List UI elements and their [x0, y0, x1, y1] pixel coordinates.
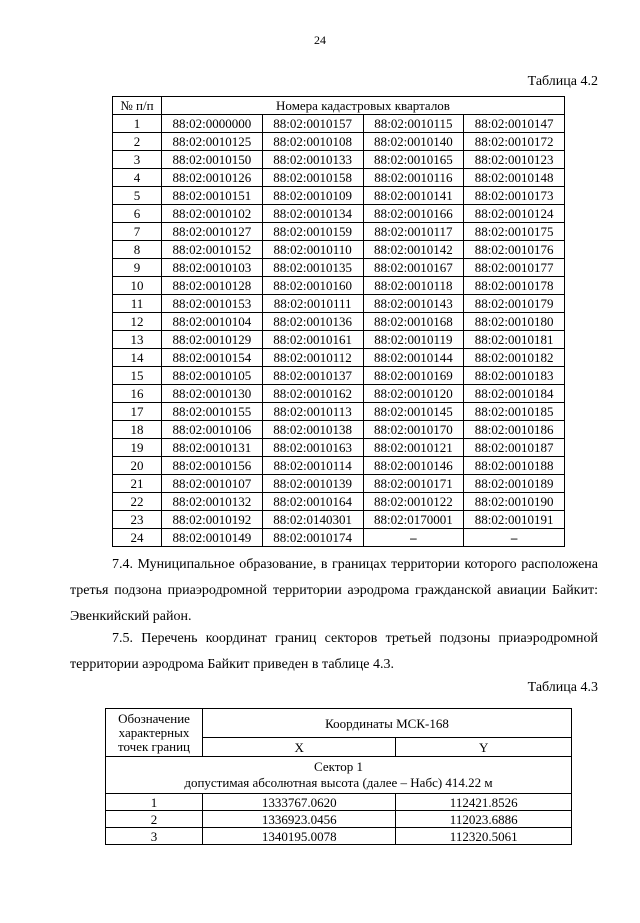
cadastral-number-cell: 88:02:0010162	[262, 385, 363, 403]
cadastral-number-cell: 88:02:0010103	[162, 259, 263, 277]
coord-y: 112023.6886	[396, 811, 572, 828]
table-row	[113, 349, 565, 367]
cadastral-number-cell: 88:02:0010165	[363, 151, 464, 169]
row-number: 16	[113, 385, 162, 403]
row-number: 1	[113, 115, 162, 133]
cadastral-number-cell: 88:02:0010186	[464, 421, 565, 439]
cadastral-number-cell: 88:02:0010130	[162, 385, 263, 403]
row-number: 19	[113, 439, 162, 457]
table-caption-4-3: Таблица 4.3	[527, 680, 598, 695]
cadastral-number-cell: –	[464, 529, 565, 547]
row-number: 20	[113, 457, 162, 475]
cadastral-number-cell: 88:02:0010143	[363, 295, 464, 313]
row-number: 13	[113, 331, 162, 349]
cadastral-number-cell: 88:02:0010104	[162, 313, 263, 331]
cadastral-number-cell: 88:02:0010156	[162, 457, 263, 475]
row-number: 15	[113, 367, 162, 385]
cadastral-number-cell: 88:02:0010117	[363, 223, 464, 241]
cadastral-number-cell: 88:02:0010171	[363, 475, 464, 493]
row-number: 8	[113, 241, 162, 259]
table-row	[113, 205, 565, 223]
row-number: 17	[113, 403, 162, 421]
cadastral-number-cell: 88:02:0010182	[464, 349, 565, 367]
table-row	[113, 295, 565, 313]
coord-x: 1336923.0456	[203, 811, 396, 828]
coordinates-table	[105, 708, 572, 845]
cadastral-number-cell: 88:02:0010121	[363, 439, 464, 457]
row-number: 9	[113, 259, 162, 277]
table-row	[113, 241, 565, 259]
cadastral-number-cell: 88:02:0010158	[262, 169, 363, 187]
cadastral-number-cell: 88:02:0010111	[262, 295, 363, 313]
cadastral-number-cell: 88:02:0010187	[464, 439, 565, 457]
header-boundary-points: Обозначение характерных точек границ	[106, 709, 203, 757]
table-row	[113, 151, 565, 169]
cadastral-number-cell: 88:02:0010113	[262, 403, 363, 421]
cadastral-number-cell: 88:02:0010184	[464, 385, 565, 403]
row-number: 11	[113, 295, 162, 313]
row-number: 7	[113, 223, 162, 241]
cadastral-number-cell: 88:02:0010190	[464, 493, 565, 511]
cadastral-number-cell: 88:02:0000000	[162, 115, 263, 133]
point-number: 3	[106, 828, 203, 845]
cadastral-number-cell: 88:02:0010139	[262, 475, 363, 493]
table-row	[113, 169, 565, 187]
cadastral-number-cell: 88:02:0010178	[464, 277, 565, 295]
sector-title: Сектор 1	[313, 759, 363, 774]
cadastral-number-cell: 88:02:0010136	[262, 313, 363, 331]
cadastral-number-cell: 88:02:0010112	[262, 349, 363, 367]
header-x: X	[203, 738, 396, 757]
cadastral-number-cell: 88:02:0010149	[162, 529, 263, 547]
sector-title-cell	[106, 757, 572, 794]
cadastral-number-cell: 88:02:0010138	[262, 421, 363, 439]
cadastral-number-cell: 88:02:0010152	[162, 241, 263, 259]
row-number: 24	[113, 529, 162, 547]
cadastral-number-cell: 88:02:0010169	[363, 367, 464, 385]
cadastral-number-cell: 88:02:0010172	[464, 133, 565, 151]
coord-x: 1340195.0078	[203, 828, 396, 845]
cadastral-number-cell: 88:02:0010147	[464, 115, 565, 133]
table-row	[113, 439, 565, 457]
cadastral-number-cell: 88:02:0010188	[464, 457, 565, 475]
coordinates-table-body	[106, 794, 572, 845]
row-number: 3	[113, 151, 162, 169]
row-number: 23	[113, 511, 162, 529]
cadastral-number-cell: 88:02:0010174	[262, 529, 363, 547]
row-number: 4	[113, 169, 162, 187]
cadastral-number-cell: 88:02:0010133	[262, 151, 363, 169]
paragraph-7-4: 7.4. Муниципальное образование, в границах территории которого расположена третья подзона приаэродромной территории аэродрома гражданской авиации Байкит: Эвенкийский район.	[70, 557, 598, 624]
cadastral-number-cell: 88:02:0010146	[363, 457, 464, 475]
cadastral-number-cell: 88:02:0010192	[162, 511, 263, 529]
table-header-row	[113, 97, 565, 115]
cadastral-number-cell: 88:02:0010176	[464, 241, 565, 259]
cadastral-number-cell: 88:02:0010106	[162, 421, 263, 439]
cadastral-number-cell: 88:02:0010170	[363, 421, 464, 439]
cadastral-number-cell: 88:02:0010118	[363, 277, 464, 295]
cadastral-number-cell: 88:02:0010144	[363, 349, 464, 367]
cadastral-number-cell: 88:02:0010191	[464, 511, 565, 529]
row-number: 12	[113, 313, 162, 331]
cadastral-number-cell: 88:02:0010126	[162, 169, 263, 187]
cadastral-number-cell: 88:02:0010179	[464, 295, 565, 313]
cadastral-number-cell: 88:02:0010180	[464, 313, 565, 331]
cadastral-number-cell: 88:02:0010159	[262, 223, 363, 241]
table-row	[106, 794, 572, 811]
cadastral-number-cell: 88:02:0010168	[363, 313, 464, 331]
cadastral-number-cell: 88:02:0010125	[162, 133, 263, 151]
cadastral-number-cell: 88:02:0010163	[262, 439, 363, 457]
cadastral-number-cell: 88:02:0010129	[162, 331, 263, 349]
cadastral-number-cell: 88:02:0010161	[262, 331, 363, 349]
sector-subtitle: допустимая абсолютная высота (далее – Набс) 414.22 м	[184, 775, 493, 790]
table-row	[113, 493, 565, 511]
cadastral-number-cell: 88:02:0010115	[363, 115, 464, 133]
table-row	[113, 259, 565, 277]
header-number: № п/п	[113, 97, 162, 115]
cadastral-number-cell: 88:02:0170001	[363, 511, 464, 529]
cadastral-number-cell: 88:02:0010173	[464, 187, 565, 205]
row-number: 22	[113, 493, 162, 511]
cadastral-number-cell: 88:02:0010122	[363, 493, 464, 511]
cadastral-number-cell: 88:02:0010135	[262, 259, 363, 277]
cadastral-number-cell: 88:02:0010128	[162, 277, 263, 295]
row-number: 14	[113, 349, 162, 367]
table-row	[113, 223, 565, 241]
row-number: 5	[113, 187, 162, 205]
coord-x: 1333767.0620	[203, 794, 396, 811]
row-number: 21	[113, 475, 162, 493]
table-row	[113, 313, 565, 331]
cadastral-number-cell: 88:02:0010183	[464, 367, 565, 385]
cadastral-number-cell: 88:02:0010155	[162, 403, 263, 421]
row-number: 6	[113, 205, 162, 223]
table-row	[113, 421, 565, 439]
cadastral-number-cell: 88:02:0010127	[162, 223, 263, 241]
table-row	[113, 115, 565, 133]
cadastral-number-cell: 88:02:0010120	[363, 385, 464, 403]
cadastral-number-cell: 88:02:0010166	[363, 205, 464, 223]
cadastral-number-cell: 88:02:0010160	[262, 277, 363, 295]
cadastral-number-cell: 88:02:0010185	[464, 403, 565, 421]
cadastral-number-cell: 88:02:0010151	[162, 187, 263, 205]
point-number: 2	[106, 811, 203, 828]
cadastral-number-cell: 88:02:0010102	[162, 205, 263, 223]
cadastral-number-cell: 88:02:0010145	[363, 403, 464, 421]
table-row	[106, 828, 572, 845]
header-y: Y	[396, 738, 572, 757]
cadastral-number-cell: 88:02:0010167	[363, 259, 464, 277]
page-number: 24	[314, 33, 326, 47]
cadastral-number-cell: 88:02:0010164	[262, 493, 363, 511]
header-cadastral-numbers: Номера кадастровых кварталов	[162, 97, 565, 115]
table-row	[113, 331, 565, 349]
table-row	[113, 511, 565, 529]
cadastral-quarters-table	[112, 96, 565, 547]
cadastral-number-cell: 88:02:0010154	[162, 349, 263, 367]
cadastral-number-cell: 88:02:0010107	[162, 475, 263, 493]
row-number: 18	[113, 421, 162, 439]
table-caption-4-2: Таблица 4.2	[527, 74, 598, 89]
cadastral-number-cell: 88:02:0010140	[363, 133, 464, 151]
coord-y: 112421.8526	[396, 794, 572, 811]
table-row	[113, 403, 565, 421]
cadastral-number-cell: 88:02:0010150	[162, 151, 263, 169]
cadastral-number-cell: 88:02:0010189	[464, 475, 565, 493]
row-number: 2	[113, 133, 162, 151]
header-coordinates: Координаты МСК-168	[203, 709, 572, 738]
paragraph-7-5: 7.5. Перечень координат границ секторов третьей подзоны приаэродромной территории аэродрома Байкит приведен в таблице 4.3.	[70, 631, 598, 672]
table-row	[113, 367, 565, 385]
cadastral-number-cell: 88:02:0010142	[363, 241, 464, 259]
row-number: 10	[113, 277, 162, 295]
cadastral-number-cell: 88:02:0010119	[363, 331, 464, 349]
cadastral-number-cell: 88:02:0010177	[464, 259, 565, 277]
cadastral-number-cell: 88:02:0010175	[464, 223, 565, 241]
table-row	[113, 529, 565, 547]
cadastral-number-cell: 88:02:0010181	[464, 331, 565, 349]
cadastral-number-cell: 88:02:0010131	[162, 439, 263, 457]
cadastral-number-cell: 88:02:0140301	[262, 511, 363, 529]
coord-y: 112320.5061	[396, 828, 572, 845]
cadastral-number-cell: –	[363, 529, 464, 547]
cadastral-number-cell: 88:02:0010114	[262, 457, 363, 475]
cadastral-number-cell: 88:02:0010108	[262, 133, 363, 151]
cadastral-number-cell: 88:02:0010141	[363, 187, 464, 205]
table-row	[113, 475, 565, 493]
table-row	[113, 187, 565, 205]
cadastral-number-cell: 88:02:0010157	[262, 115, 363, 133]
cadastral-number-cell: 88:02:0010123	[464, 151, 565, 169]
table-row	[106, 811, 572, 828]
point-number: 1	[106, 794, 203, 811]
cadastral-number-cell: 88:02:0010153	[162, 295, 263, 313]
cadastral-number-cell: 88:02:0010116	[363, 169, 464, 187]
cadastral-number-cell: 88:02:0010132	[162, 493, 263, 511]
cadastral-number-cell: 88:02:0010109	[262, 187, 363, 205]
cadastral-table-body	[113, 115, 565, 547]
table-row	[113, 385, 565, 403]
table-row	[113, 457, 565, 475]
cadastral-number-cell: 88:02:0010105	[162, 367, 263, 385]
cadastral-number-cell: 88:02:0010110	[262, 241, 363, 259]
table-row	[113, 277, 565, 295]
table-row	[113, 133, 565, 151]
cadastral-number-cell: 88:02:0010124	[464, 205, 565, 223]
cadastral-number-cell: 88:02:0010148	[464, 169, 565, 187]
cadastral-number-cell: 88:02:0010134	[262, 205, 363, 223]
cadastral-number-cell: 88:02:0010137	[262, 367, 363, 385]
